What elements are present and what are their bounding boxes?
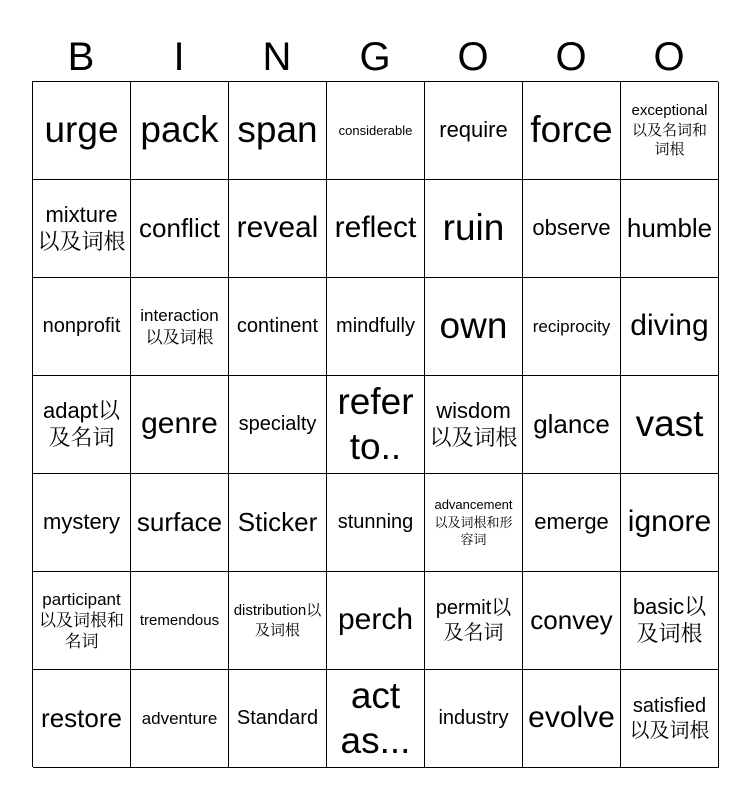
bingo-cell[interactable] xyxy=(131,474,229,572)
bingo-cell[interactable] xyxy=(327,670,425,768)
bingo-cell[interactable] xyxy=(523,376,621,474)
cell-word: reflect xyxy=(334,211,417,245)
cell-word: distribution以及词根 xyxy=(233,602,322,639)
cell-word: require xyxy=(439,117,508,143)
header-letter-o-3: O xyxy=(653,35,685,79)
cell-word: ruin xyxy=(442,207,505,249)
cell-word: Standard xyxy=(236,707,319,729)
cell-word: permit以及名词 xyxy=(435,596,512,644)
cell-word: tremendous xyxy=(139,611,220,629)
bingo-cell[interactable] xyxy=(425,474,523,572)
bingo-cell[interactable] xyxy=(523,670,621,768)
bingo-cell[interactable] xyxy=(621,180,719,278)
cell-word: convey xyxy=(530,604,613,635)
cell-word: conflict xyxy=(139,212,220,243)
bingo-cell[interactable] xyxy=(229,572,327,670)
bingo-cell[interactable] xyxy=(229,670,327,768)
bingo-cell[interactable] xyxy=(621,474,719,572)
bingo-cell[interactable] xyxy=(229,474,327,572)
bingo-cell[interactable] xyxy=(425,82,523,180)
cell-word: continent xyxy=(236,315,319,337)
bingo-cell[interactable] xyxy=(621,572,719,670)
bingo-cell[interactable] xyxy=(131,278,229,376)
cell-word: mystery xyxy=(43,509,120,535)
cell-word: specialty xyxy=(238,413,317,435)
bingo-header xyxy=(32,34,718,80)
cell-word: adventure xyxy=(141,708,218,728)
cell-word: considerable xyxy=(338,122,413,138)
cell-word: basic以及词根 xyxy=(632,594,707,646)
bingo-cell[interactable] xyxy=(621,670,719,768)
cell-word: refer to.. xyxy=(337,381,414,467)
bingo-cell[interactable] xyxy=(229,180,327,278)
cell-word: force xyxy=(530,109,613,151)
cell-word: mindfully xyxy=(336,315,415,337)
cell-word: exceptional以及名词和词根 xyxy=(631,102,708,159)
header-letter-b: B xyxy=(67,35,95,79)
cell-word: humble xyxy=(626,212,713,243)
cell-word: evolve xyxy=(528,701,615,735)
bingo-cell[interactable] xyxy=(327,572,425,670)
bingo-cell[interactable] xyxy=(621,278,719,376)
bingo-cell[interactable] xyxy=(33,474,131,572)
bingo-cell[interactable] xyxy=(131,82,229,180)
bingo-cell[interactable] xyxy=(523,278,621,376)
header-letter-o-1: O xyxy=(457,35,489,79)
cell-word: wisdom以及词根 xyxy=(429,398,518,450)
cell-word: act as... xyxy=(340,675,411,761)
bingo-cell[interactable] xyxy=(327,474,425,572)
bingo-cell[interactable] xyxy=(33,180,131,278)
cell-word: satisfied以及词根 xyxy=(629,694,710,742)
bingo-cell[interactable] xyxy=(33,670,131,768)
header-letter-g: G xyxy=(359,35,391,79)
bingo-cell[interactable] xyxy=(327,278,425,376)
cell-word: mixture以及词根 xyxy=(37,202,126,254)
cell-word: Sticker xyxy=(237,506,318,537)
bingo-cell[interactable] xyxy=(229,82,327,180)
bingo-cell[interactable] xyxy=(33,572,131,670)
cell-word: advancement以及词根和形容词 xyxy=(434,497,513,548)
bingo-cell[interactable] xyxy=(523,180,621,278)
bingo-cell[interactable] xyxy=(33,278,131,376)
bingo-cell[interactable] xyxy=(131,180,229,278)
bingo-cell[interactable] xyxy=(425,670,523,768)
bingo-cell[interactable] xyxy=(327,180,425,278)
cell-word: own xyxy=(439,305,508,347)
cell-word: stunning xyxy=(337,511,414,533)
header-letter-i: I xyxy=(173,35,185,79)
bingo-cell[interactable] xyxy=(229,376,327,474)
cell-word: industry xyxy=(438,707,509,729)
cell-word: emerge xyxy=(534,509,609,535)
cell-word: perch xyxy=(337,603,414,637)
bingo-grid xyxy=(32,81,718,767)
cell-word: observe xyxy=(532,215,611,241)
cell-word: restore xyxy=(41,702,122,733)
bingo-cell[interactable] xyxy=(621,82,719,180)
bingo-cell[interactable] xyxy=(425,376,523,474)
cell-word: pack xyxy=(140,109,219,151)
bingo-cell[interactable] xyxy=(621,376,719,474)
cell-word: interaction以及词根 xyxy=(140,306,219,347)
bingo-cell[interactable] xyxy=(425,278,523,376)
cell-word: reciprocity xyxy=(532,316,611,336)
cell-word: span xyxy=(237,109,318,151)
cell-word: genre xyxy=(141,407,218,441)
cell-word: surface xyxy=(136,506,223,537)
bingo-cell[interactable] xyxy=(33,376,131,474)
cell-word: nonprofit xyxy=(42,315,121,337)
bingo-cell[interactable] xyxy=(523,82,621,180)
header-letter-o-2: O xyxy=(555,35,587,79)
cell-word: participant以及词根和名词 xyxy=(39,589,124,652)
cell-word: urge xyxy=(44,109,119,151)
bingo-cell[interactable] xyxy=(327,376,425,474)
bingo-cell[interactable] xyxy=(523,572,621,670)
cell-word: vast xyxy=(635,403,704,445)
cell-word: ignore xyxy=(627,505,712,539)
cell-word: glance xyxy=(533,408,610,439)
bingo-cell[interactable] xyxy=(33,82,131,180)
bingo-cell[interactable] xyxy=(131,572,229,670)
bingo-cell[interactable] xyxy=(523,474,621,572)
cell-word: reveal xyxy=(236,211,319,245)
cell-word: adapt以及名词 xyxy=(42,398,121,450)
bingo-cell[interactable] xyxy=(131,670,229,768)
bingo-cell[interactable] xyxy=(425,572,523,670)
bingo-cell[interactable] xyxy=(131,376,229,474)
bingo-cell[interactable] xyxy=(229,278,327,376)
cell-word: diving xyxy=(630,309,709,343)
bingo-cell[interactable] xyxy=(327,82,425,180)
bingo-cell[interactable] xyxy=(425,180,523,278)
header-letter-n: N xyxy=(262,35,292,79)
